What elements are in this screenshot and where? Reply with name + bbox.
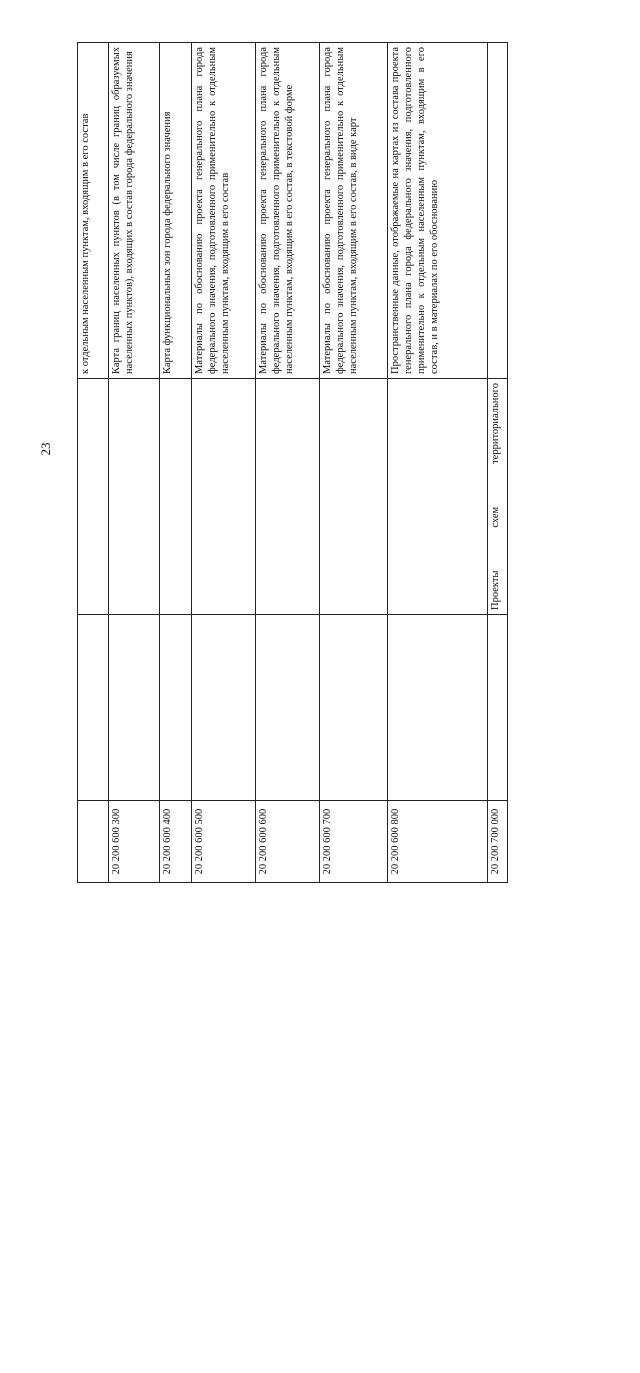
rotated-table-wrapper	[77, 47, 640, 1373]
empty-cell	[160, 379, 192, 615]
empty-cell	[256, 379, 320, 615]
table-row	[192, 43, 256, 883]
name-cell: Материалы по обоснованию проекта генерального плана города федерального значения, подготовленного применительно к отдельным населенным пунктам, входящим в его состав, в виде карт	[320, 43, 388, 379]
code-cell: 20 200 600 800	[388, 801, 488, 883]
empty-cell	[109, 379, 160, 615]
rotated-page-content	[77, 43, 567, 883]
code-cell: 20 200 600 300	[109, 801, 160, 883]
table-row	[488, 43, 508, 883]
empty-cell	[78, 615, 109, 801]
code-cell: 20 200 600 400	[160, 801, 192, 883]
empty-cell	[488, 615, 508, 801]
project-word: схем	[490, 506, 501, 528]
page-number: 23	[38, 442, 53, 456]
name-cell: Пространственные данные, отображаемые на картах из состава проекта генерального плана города федерального значения, подготовленного применительно к отдельным населенным пунктам, входящим в его состав, и в материалах по его обоснованию	[388, 43, 488, 379]
name-cell: к отдельным населенным пунктам, входящим в его состав	[78, 43, 109, 379]
code-cell: 20 200 600 600	[256, 801, 320, 883]
project-cell	[488, 379, 508, 615]
table-row	[109, 43, 160, 883]
empty-cell	[192, 379, 256, 615]
project-word: территориального	[490, 383, 501, 464]
empty-cell	[320, 379, 388, 615]
table-row	[78, 43, 109, 883]
code-cell: 20 200 600 500	[192, 801, 256, 883]
name-cell: Карта функциональных зон города федерального значения	[160, 43, 192, 379]
name-cell: Карта границ населенных пунктов (в том числе границ образуемых населенных пунктов), входящих в состав города федерального значения	[109, 43, 160, 379]
empty-cell	[388, 379, 488, 615]
code-cell: 20 200 600 700	[320, 801, 388, 883]
table-row	[320, 43, 388, 883]
empty-cell	[160, 615, 192, 801]
empty-cell	[256, 615, 320, 801]
name-cell: Материалы по обоснованию проекта генерального плана города федерального значения, подготовленного применительно к отдельным населенным пунктам, входящим в его состав	[192, 43, 256, 379]
empty-cell	[109, 615, 160, 801]
table-row	[256, 43, 320, 883]
empty-cell	[388, 615, 488, 801]
name-cell: Материалы по обоснованию проекта генерального плана города федерального значения, подготовленного применительно к отдельным населенным пунктам, входящим в его состав, в текстовой форме	[256, 43, 320, 379]
classification-table	[77, 42, 508, 883]
empty-cell	[78, 379, 109, 615]
table-row	[388, 43, 488, 883]
code-cell	[78, 801, 109, 883]
project-word: Проекты	[490, 570, 501, 610]
code-cell: 20 200 700 000	[488, 801, 508, 883]
empty-cell	[192, 615, 256, 801]
name-cell	[488, 43, 508, 379]
table-row	[160, 43, 192, 883]
project-title-line	[489, 383, 502, 610]
empty-cell	[320, 615, 388, 801]
